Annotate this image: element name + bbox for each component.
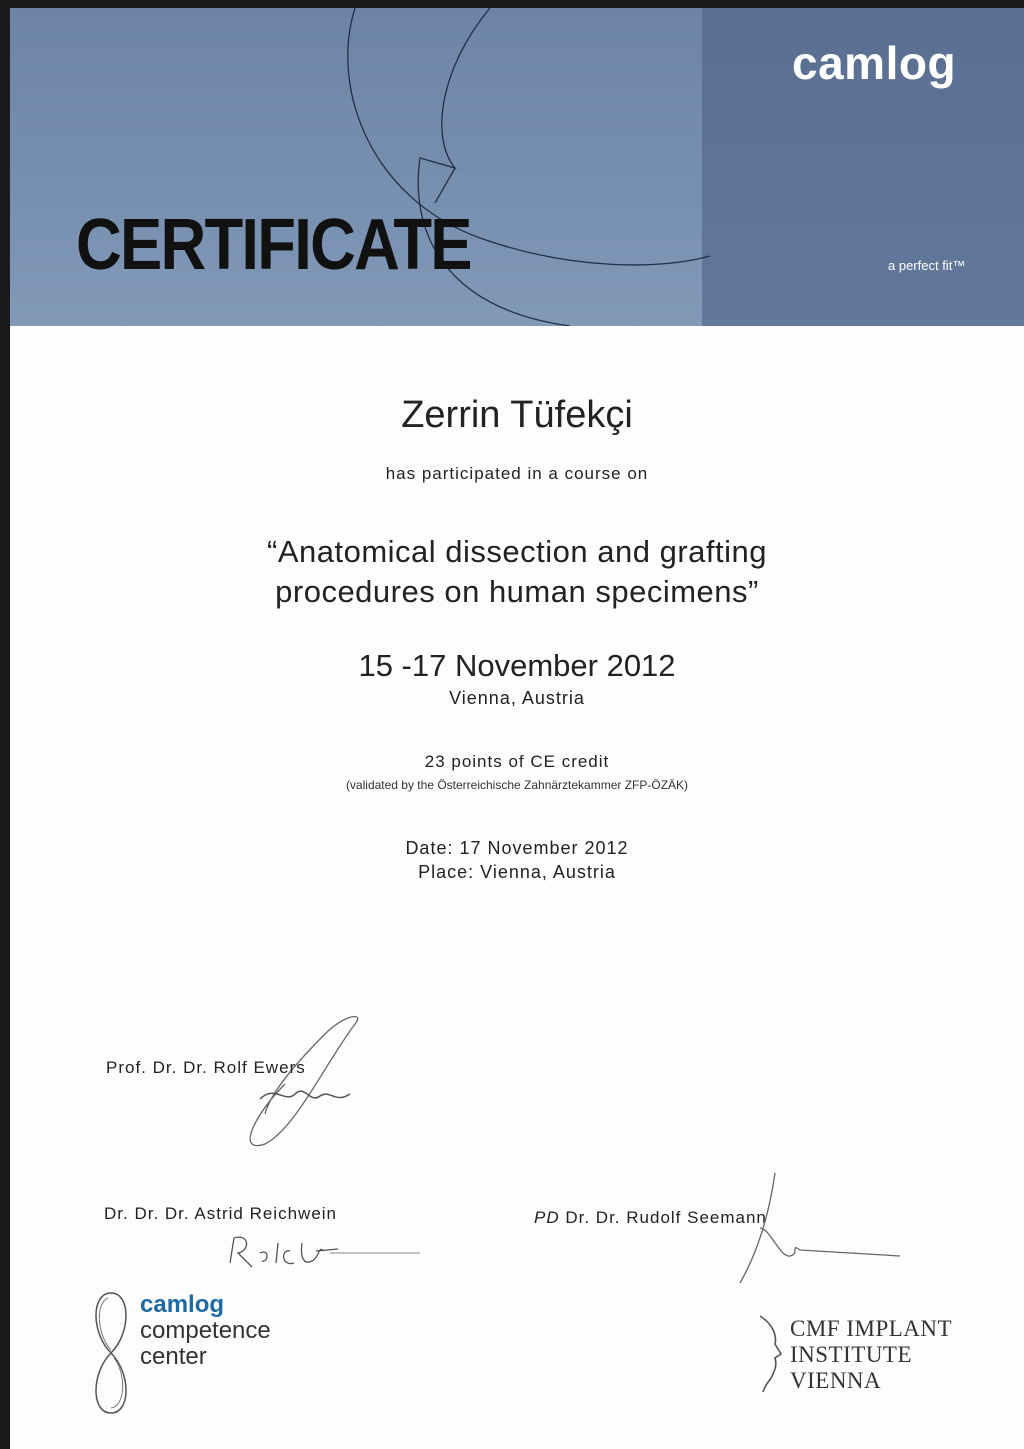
ce-credit-points: 23 points of CE credit — [424, 752, 610, 771]
certificate-page — [10, 8, 1024, 1449]
brand-tagline: a perfect fit™ — [888, 258, 966, 273]
course-title — [10, 532, 1024, 612]
cmf-line-1: CMF IMPLANT — [790, 1316, 953, 1341]
course-title-line-2: procedures on human specimens” — [275, 574, 759, 609]
recipient-name: Zerrin Tüfekçi — [401, 394, 633, 436]
signature-reichwein — [220, 1223, 430, 1283]
camlog-loop-icon — [86, 1288, 136, 1418]
profile-face-icon — [755, 1314, 789, 1394]
course-title-line-1: “Anatomical dissection and grafting — [267, 534, 767, 569]
participation-statement: has participated in a course on — [385, 464, 649, 483]
signatory-reichwein: Dr. Dr. Dr. Astrid Reichwein — [104, 1204, 338, 1223]
course-location: Vienna, Austria — [449, 688, 585, 708]
issue-place: Place: Vienna, Austria — [418, 862, 616, 882]
signature-seemann — [730, 1168, 910, 1288]
camlog-competence-center-logo — [140, 1292, 271, 1370]
header-banner — [10, 8, 1024, 326]
cc-line-2: competence — [140, 1317, 271, 1344]
cc-brand-text: camlog — [140, 1291, 225, 1318]
course-dates: 15 -17 November 2012 — [358, 648, 676, 683]
certificate-title: CERTIFICATE — [76, 205, 471, 285]
cmf-line-2: INSTITUTE — [790, 1342, 913, 1367]
signatory-ewers: Prof. Dr. Dr. Rolf Ewers — [106, 1058, 306, 1077]
cmf-line-3: VIENNA — [790, 1368, 882, 1393]
pd-prefix: PD — [534, 1208, 560, 1227]
cmf-implant-institute-logo — [790, 1316, 952, 1394]
camlog-logo: camlog — [792, 37, 957, 89]
issue-date: Date: 17 November 2012 — [405, 838, 629, 858]
seemann-name: Dr. Dr. Rudolf Seemann — [565, 1208, 767, 1227]
credit-validation-note: (validated by the Österreichische Zahnärztekammer ZFP-ÖZÄK) — [345, 778, 689, 792]
cc-line-3: center — [140, 1343, 207, 1370]
signature-ewers — [225, 1004, 375, 1154]
